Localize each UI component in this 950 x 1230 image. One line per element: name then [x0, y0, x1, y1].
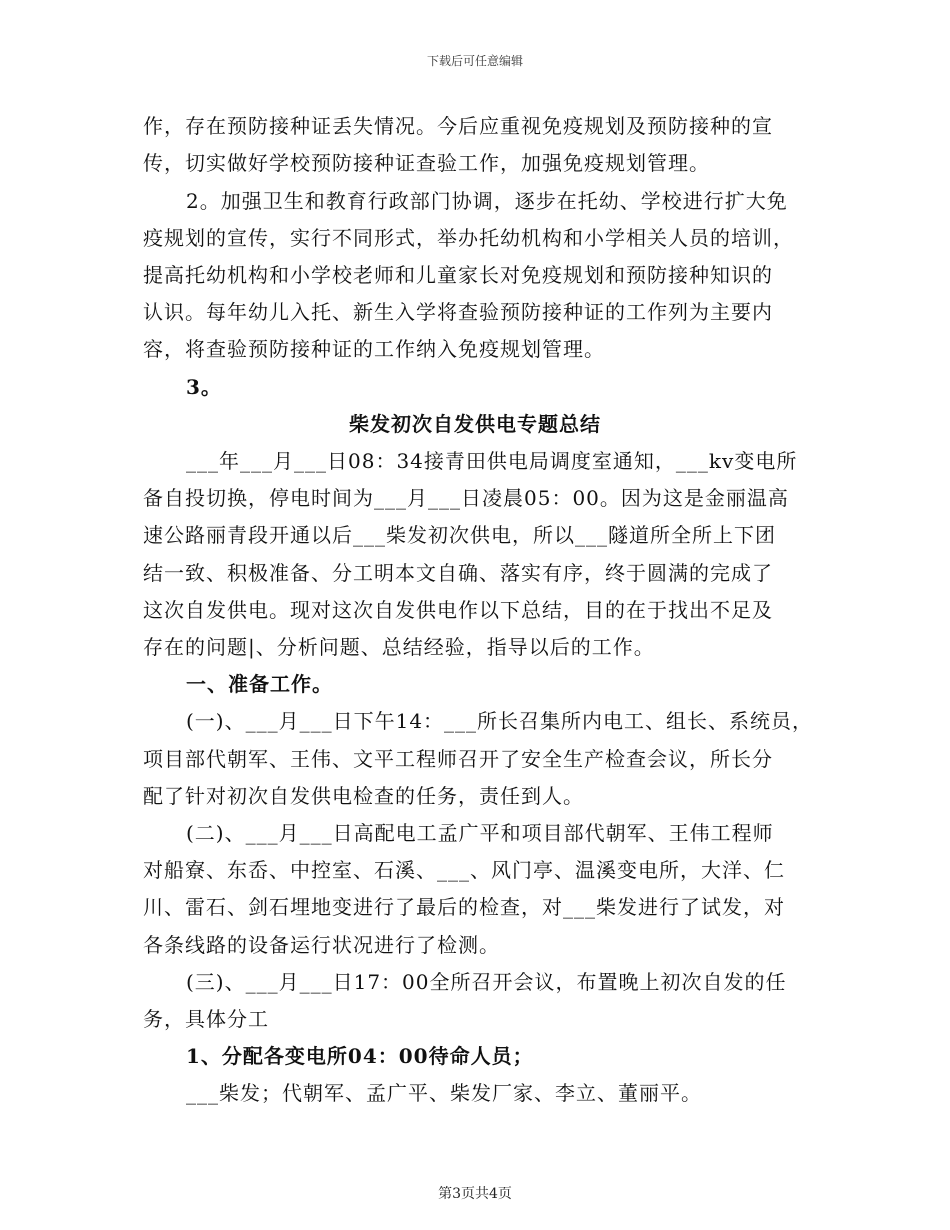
section-heading: 一、准备工作。	[186, 672, 333, 696]
text-line: 速公路丽青段开通以后___柴发初次供电，所以___隧道所全所上下团	[143, 523, 776, 547]
text-line: 备自投切换，停电时间为___月___日凌晨05：00。因为这是金丽温高	[143, 486, 789, 510]
text-line: ___柴发；代朝军、孟广平、柴发厂家、李立、董丽平。	[186, 1081, 702, 1105]
subheading: 1、分配各变电所04：00待命人员；	[186, 1044, 534, 1068]
text-line: 容，将查验预防接种证的工作纳入免疫规划管理。	[143, 337, 605, 361]
text-line: 作，存在预防接种证丢失情况。今后应重视免疫规划及预防接种的宣	[143, 114, 773, 138]
page-footer: 第3页共4页	[438, 1186, 512, 1202]
text-line: 务，具体分工	[143, 1007, 269, 1031]
text-line: 川、雷石、剑石埋地变进行了最后的检查，对___柴发进行了试发，对	[143, 895, 785, 919]
text-line: 提高托幼机构和小学校老师和儿童家长对免疫规划和预防接种知识的	[143, 263, 773, 287]
text-line: 疫规划的宣传，实行不同形式，举办托幼机构和小学相关人员的培训，	[143, 226, 794, 250]
text-line: (二)、___月___日高配电工孟广平和项目部代朝军、王伟工程师	[186, 821, 774, 845]
text-line: 3。	[186, 375, 222, 399]
text-line: 传，切实做好学校预防接种证查验工作，加强免疫规划管理。	[143, 151, 710, 175]
text-line: 项目部代朝军、王伟、文平工程师召开了安全生产检查会议，所长分	[143, 747, 773, 771]
text-line: 各条线路的设备运行状况进行了检测。	[143, 933, 500, 957]
text-line: ___年___月___日08：34接青田供电局调度室通知，___kv变电所	[186, 449, 798, 473]
text-line: 配了针对初次自发供电检查的任务，责任到人。	[143, 784, 584, 808]
text-line: 认识。每年幼儿入托、新生入学将查验预防接种证的工作列为主要内	[143, 300, 773, 324]
text-line: (三)、___月___日17：00全所召开会议，布置晚上初次自发的任	[186, 970, 787, 994]
text-line: 存在的问题|、分析问题、总结经验，指导以后的工作。	[143, 635, 655, 659]
text-line: 结一致、积极准备、分工明本文自确、落实有序，终于圆满的完成了	[143, 561, 773, 585]
text-line: 这次自发供电。现对这次自发供电作以下总结，目的在于找出不足及	[143, 598, 773, 622]
section-title: 柴发初次自发供电专题总结	[349, 412, 601, 436]
text-line: 2。加强卫生和教育行政部门协调，逐步在托幼、学校进行扩大免	[186, 189, 788, 213]
text-line: (一)、___月___日下午14：___所长召集所内电工、组长、系统员，	[186, 709, 814, 733]
page-header: 下载后可任意编辑	[426, 54, 523, 68]
text-line: 对船寮、东岙、中控室、石溪、___、风门亭、温溪变电所，大洋、仁	[143, 858, 785, 882]
